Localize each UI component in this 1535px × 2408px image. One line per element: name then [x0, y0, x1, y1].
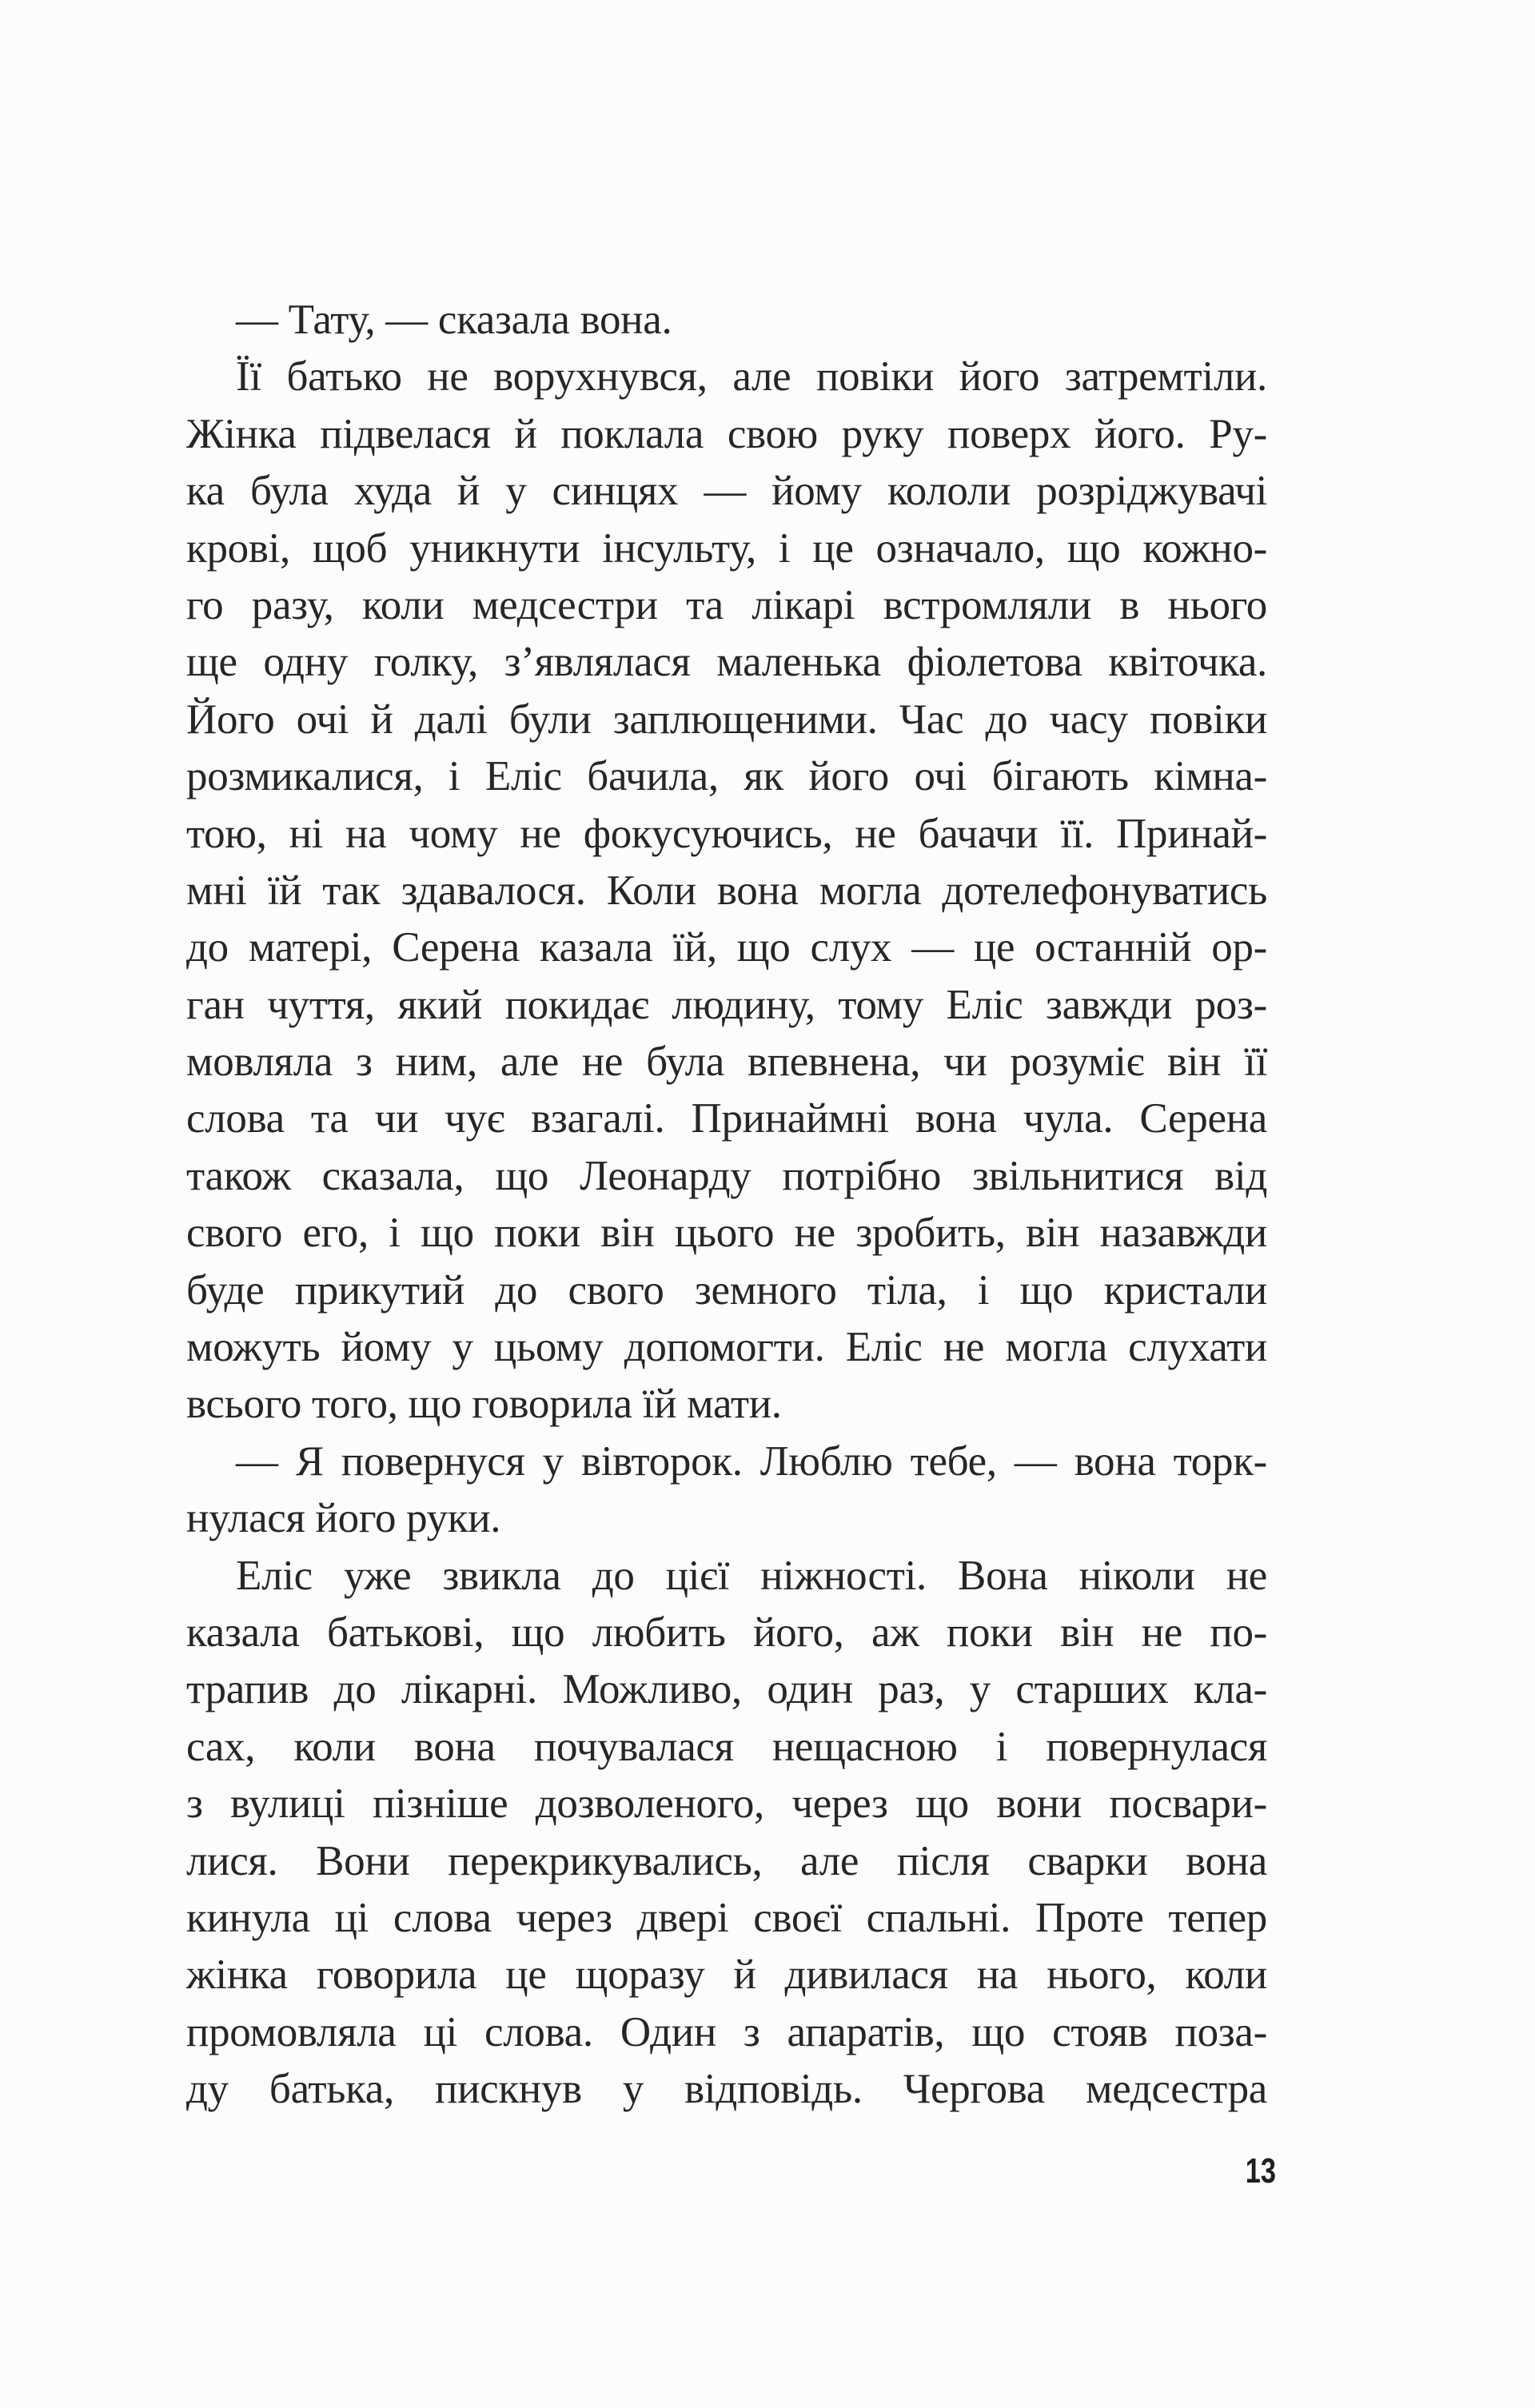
text-line: мовляла з ним, але не була впевнена, чи розуміє він її	[186, 1039, 1267, 1086]
text-line: всього того, що говорила їй мати.	[186, 1381, 782, 1428]
text-line: сах, коли вона почувалася нещасною і повернулася	[186, 1723, 1267, 1770]
text-line: — Я повернуся у вівторок. Люблю тебе, — вона торк-	[236, 1437, 1267, 1485]
text-line: нулася його руки.	[186, 1495, 501, 1542]
text-line: казала батькові, що любить його, аж поки він не по-	[186, 1609, 1267, 1656]
text-line: до матері, Серена казала їй, що слух — це останній ор-	[186, 924, 1267, 971]
text-line: промовляла ці слова. Один з апаратів, що стояв поза-	[186, 2008, 1267, 2055]
text-line: — Тату, — сказала вона.	[236, 297, 672, 343]
text-line: Жінка підвелася й поклала свою руку поверх його. Ру-	[186, 410, 1267, 457]
text-line: ган чуття, який покидає людину, тому Еліс завжди роз-	[186, 981, 1267, 1028]
text-line: ще одну голку, з’являлася маленька фіолетова квіточка.	[186, 639, 1267, 686]
text-line: Його очі й далі були заплющеними. Час до часу повіки	[186, 696, 1267, 743]
text-line: ду батька, пискнув у відповідь. Чергова медсестра	[186, 2066, 1267, 2113]
text-line: кинула ці слова через двері своєї спальні. Проте тепер	[186, 1894, 1267, 1941]
text-line: крові, щоб уникнути інсульту, і це означало, що кожно-	[186, 524, 1267, 572]
text-line: свого его, і що поки він цього не зробить, він назавжди	[186, 1210, 1267, 1257]
text-line: ка була худа й у синцях — йому кололи розріджувачі	[186, 468, 1267, 515]
text-line: можуть йому у цьому допомогти. Еліс не могла слухати	[186, 1324, 1267, 1371]
text-line: також сказала, що Леонарду потрібно звільнитися від	[186, 1152, 1267, 1199]
text-line: жінка говорила це щоразу й дивилася на нього, коли	[186, 1952, 1267, 1999]
text-line: Її батько не ворухнувся, але повіки його затремтіли.	[236, 353, 1267, 401]
text-line: Еліс уже звикла до цієї ніжності. Вона ніколи не	[236, 1552, 1267, 1599]
body-text	[186, 292, 1267, 2119]
text-line: слова та чи чує взагалі. Принаймні вона чула. Серена	[186, 1095, 1267, 1142]
text-line: тою, ні на чому не фокусуючись, не бачачи її. Принай-	[186, 810, 1267, 857]
text-line: лися. Вони перекрикувались, але після сварки вона	[186, 1837, 1267, 1884]
text-line: з вулиці пізніше дозволеного, через що вони посвари-	[186, 1780, 1267, 1828]
text-line: розмикалися, і Еліс бачила, як його очі бігають кімна-	[186, 753, 1267, 800]
text-line: буде прикутий до свого земного тіла, і що кристали	[186, 1266, 1267, 1314]
text-line: трапив до лікарні. Можливо, один раз, у старших кла-	[186, 1666, 1267, 1713]
text-line: го разу, коли медсестри та лікарі встромляли в нього	[186, 581, 1267, 628]
text-line: мні їй так здавалося. Коли вона могла дотелефонуватись	[186, 867, 1267, 914]
page-number: 13	[1245, 2151, 1276, 2191]
